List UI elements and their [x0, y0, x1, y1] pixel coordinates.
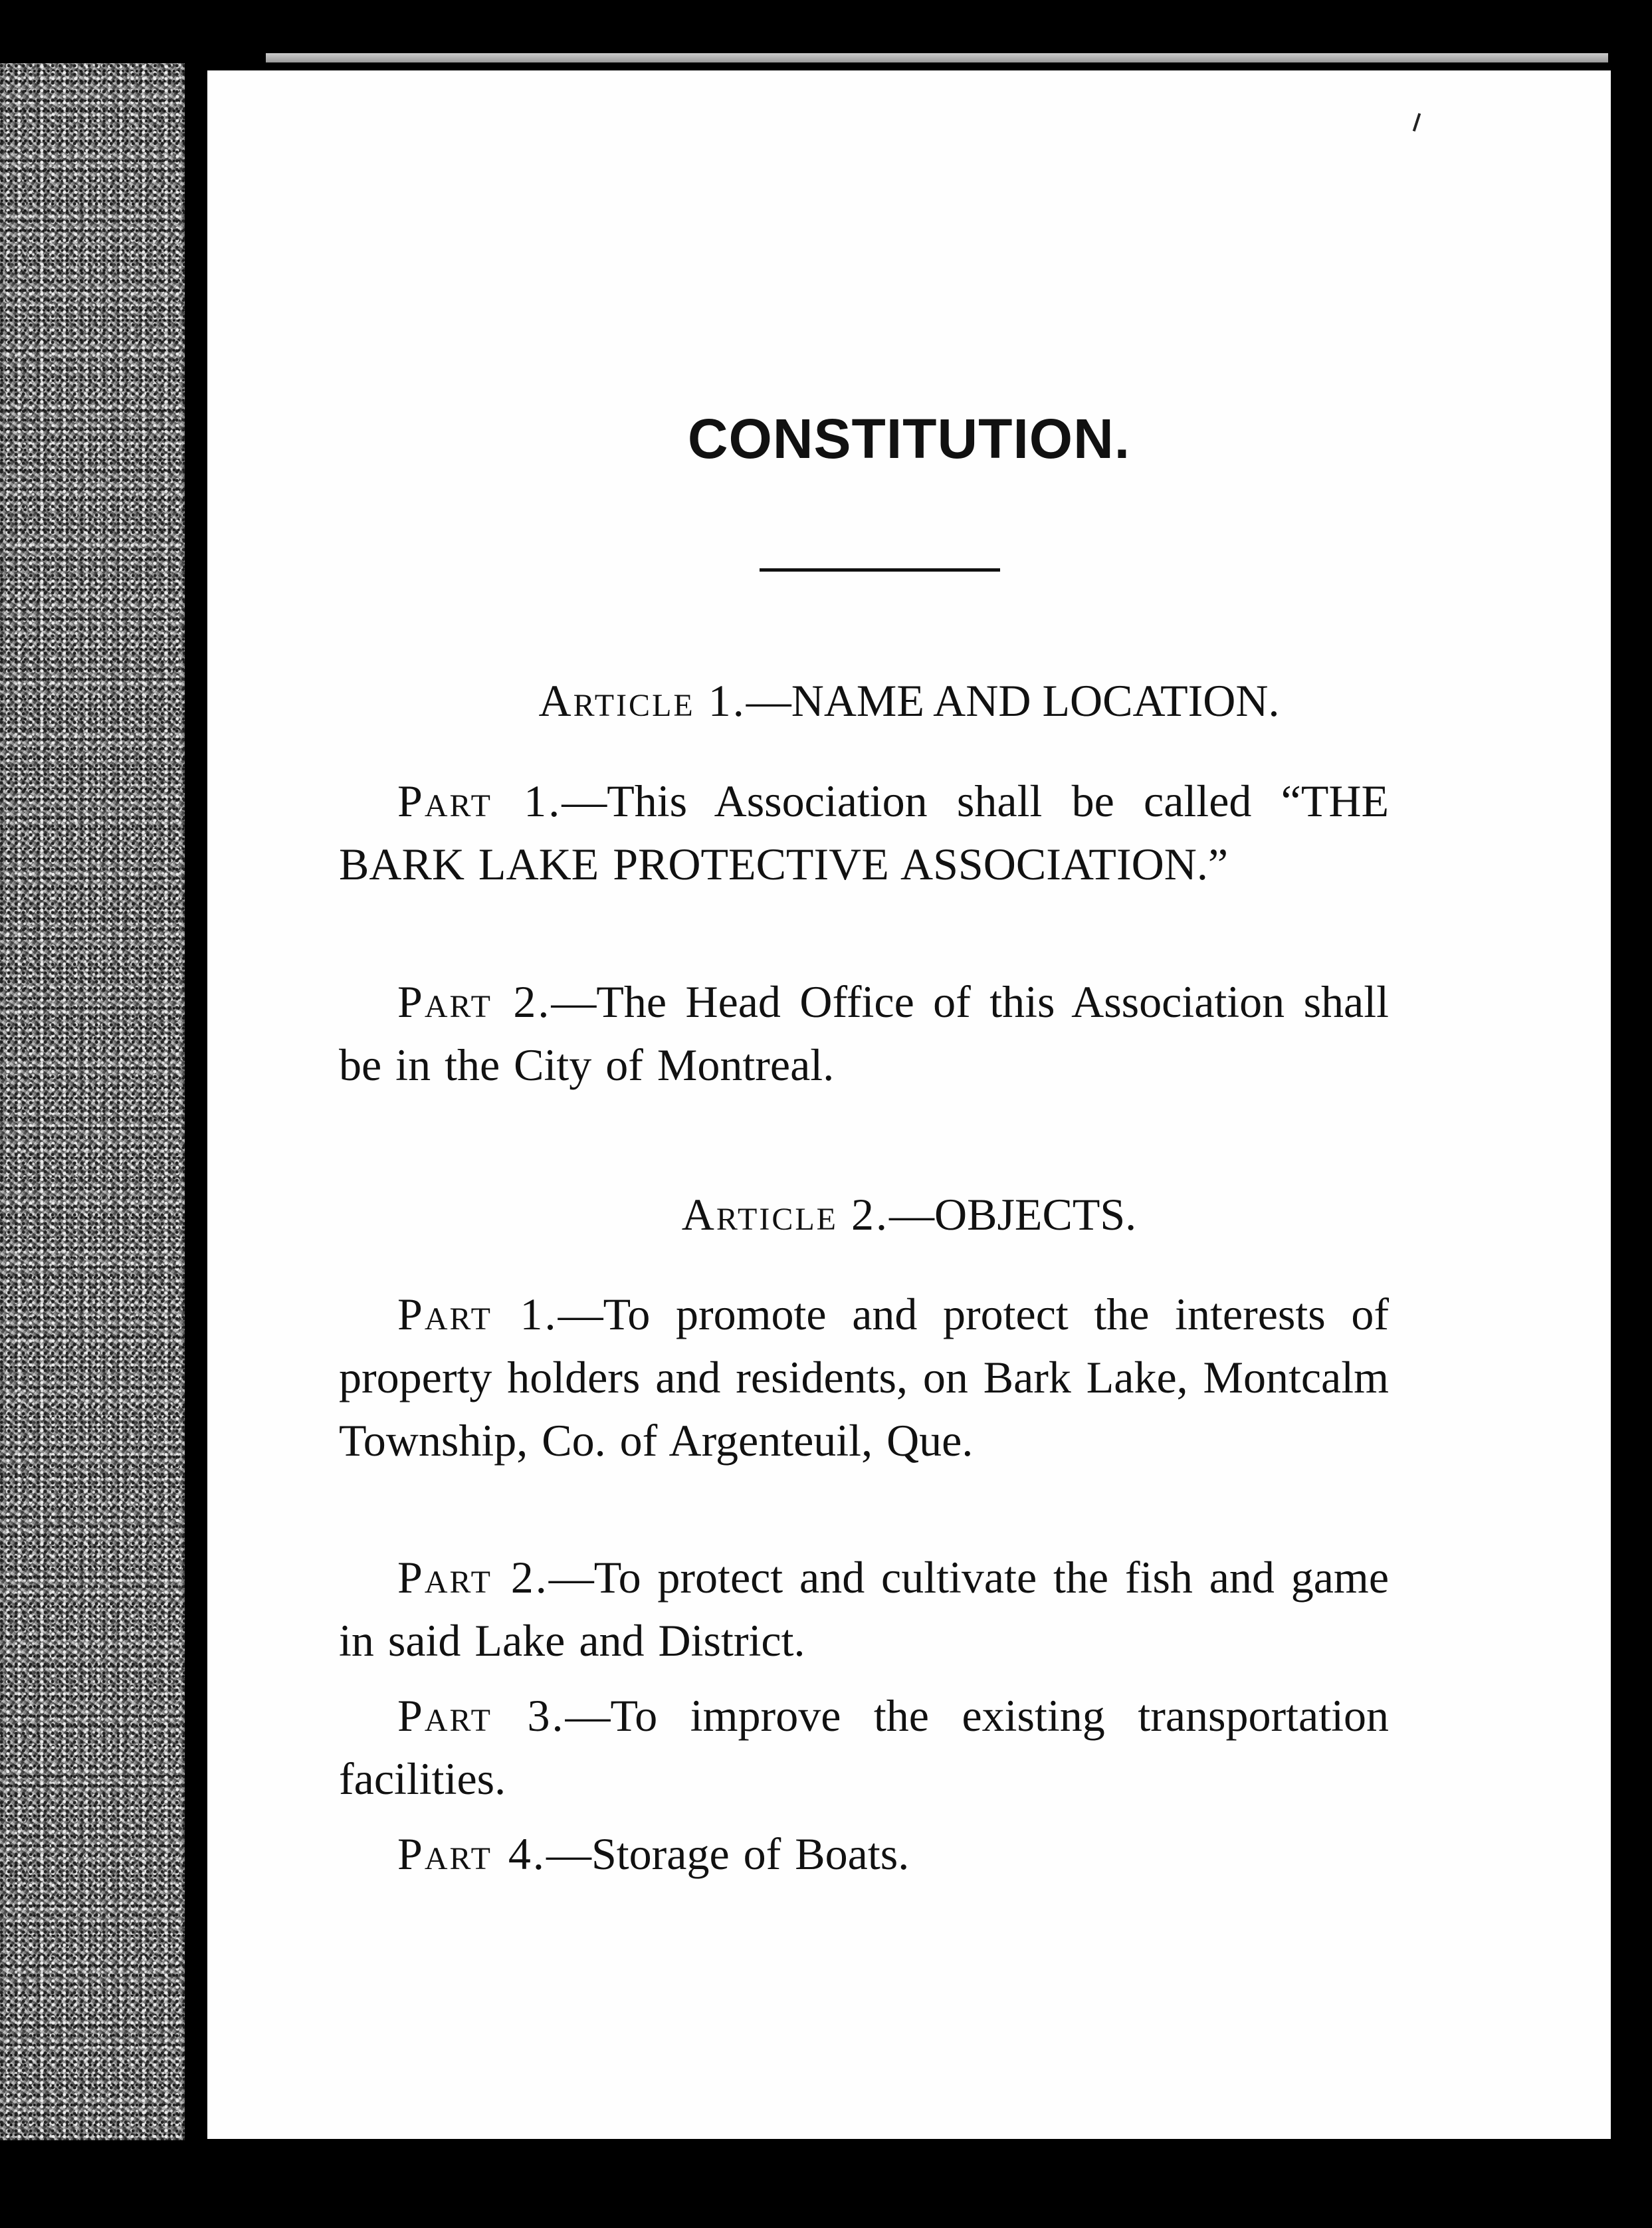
article-2-part-1 [339, 1283, 1389, 1472]
article-2-part-4 [339, 1823, 1389, 1886]
article-1-heading-text: —NAME AND LOCATION. [746, 675, 1280, 726]
article-1-part-2 [339, 970, 1389, 1097]
article-1-heading [207, 675, 1611, 727]
top-edge-strip [266, 53, 1608, 62]
title-rule [760, 568, 1000, 572]
part-label: Part 3. [397, 1690, 566, 1741]
article-2-heading-text: —OBJECTS. [889, 1189, 1137, 1240]
article-1-label: Article 1. [538, 675, 746, 726]
part-label: Part 2. [397, 976, 552, 1027]
part-label: Part 1. [397, 776, 562, 826]
article-1-part-1 [339, 770, 1389, 896]
part-label: Part 2. [397, 1552, 549, 1603]
article-2-part-2 [339, 1546, 1389, 1672]
part-text: —To improve the existing transportation facilities. [339, 1690, 1389, 1804]
article-2-part-3 [339, 1684, 1389, 1811]
part-label: Part 4. [397, 1829, 546, 1879]
part-text: —The Head Office of this Association shall be in the City of Montreal. [339, 976, 1389, 1090]
part-text: —To protect and cultivate the fish and game in said Lake and District. [339, 1552, 1390, 1666]
part-label: Part 1. [397, 1289, 558, 1339]
part-text: —Storage of Boats. [546, 1829, 910, 1879]
page-gutter [185, 61, 209, 2145]
part-text: —This Association shall be called “THE BARK LAKE PROTECTIVE ASSOCIATION.” [339, 776, 1389, 889]
article-2-heading [207, 1188, 1611, 1241]
cover-edge [0, 63, 185, 2140]
page-title: CONSTITUTION. [687, 407, 1131, 470]
part-text: —To promote and protect the interests of property holders and residents, on Bark Lake, Montcalm Township, Co. of Argenteuil, Que. [339, 1289, 1389, 1466]
article-2-label: Article 2. [681, 1189, 889, 1240]
